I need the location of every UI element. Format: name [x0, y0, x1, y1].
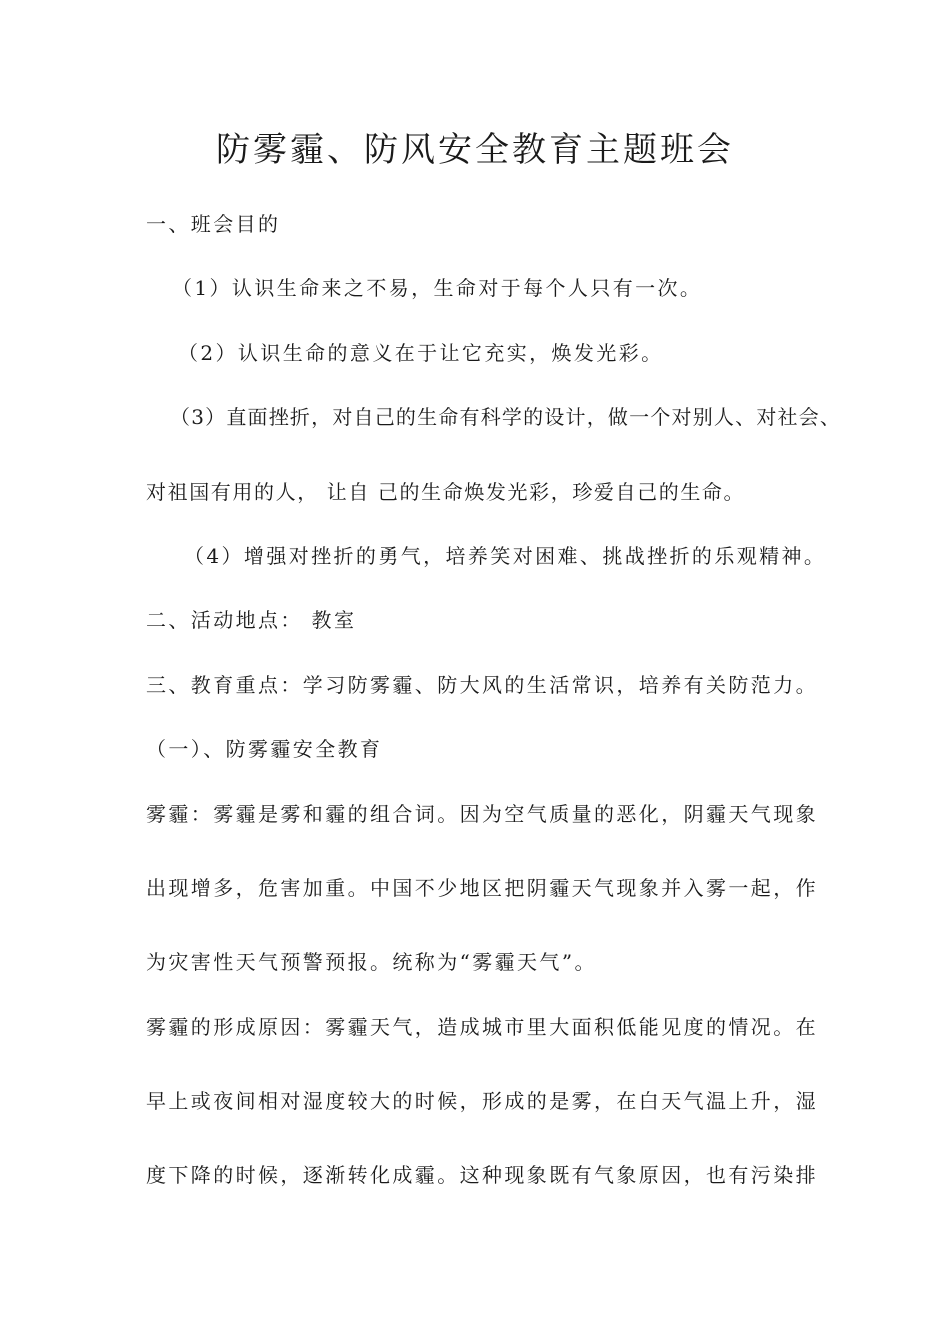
document-title: 防雾霾、防风安全教育主题班会: [216, 130, 734, 170]
paragraph-line: 对祖国有用的人， 让自 己的生命焕发光彩，珍爱自己的生命。: [146, 480, 746, 504]
paragraph-line: 度下降的时候，逐渐转化成霾。这种现象既有气象原因，也有污染排: [146, 1163, 818, 1187]
paragraph-line: （3）直面挫折，对自己的生命有科学的设计，做一个对别人、对社会、: [170, 405, 842, 429]
subsection-heading: （一）、防雾霾安全教育: [146, 737, 383, 761]
paragraph-line: （4）增强对挫折的勇气，培养笑对困难、挑战挫折的乐观精神。: [184, 544, 827, 568]
section-heading-location: 二、活动地点： 教室: [146, 608, 357, 632]
section-heading-focus: 三、教育重点：学习防雾霾、防大风的生活常识，培养有关防范力。: [146, 673, 818, 697]
paragraph-line: （1）认识生命来之不易，生命对于每个人只有一次。: [172, 276, 703, 300]
paragraph-line: 为灾害性天气预警预报。统称为“雾霾天气”。: [146, 950, 597, 974]
paragraph-line: 雾霾的形成原因：雾霾天气，造成城市里大面积低能见度的情况。在: [146, 1015, 818, 1039]
paragraph-line: 早上或夜间相对湿度较大的时候，形成的是雾，在白天气温上升，湿: [146, 1089, 818, 1113]
paragraph-line: （2）认识生命的意义在于让它充实，焕发光彩。: [178, 341, 664, 365]
paragraph-line: 雾霾：雾霾是雾和霾的组合词。因为空气质量的恶化，阴霾天气现象: [146, 802, 818, 826]
paragraph-line: 出现增多，危害加重。中国不少地区把阴霾天气现象并入雾一起，作: [146, 876, 818, 900]
section-heading-purpose: 一、班会目的: [146, 212, 281, 236]
